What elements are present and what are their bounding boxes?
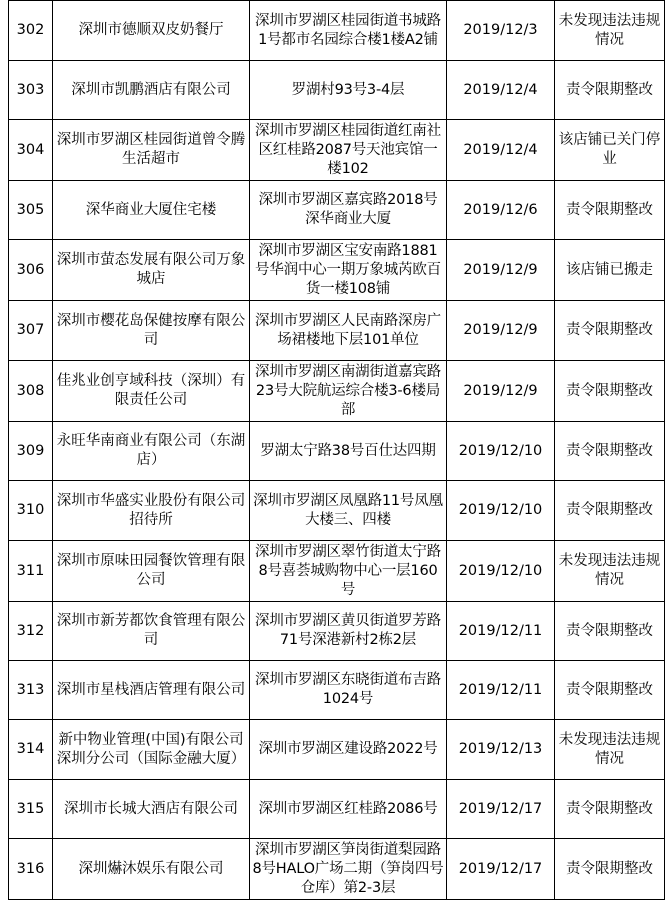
cell-inspection-date: 2019/12/6 <box>447 181 555 240</box>
cell-result: 责令限期整改 <box>555 602 665 661</box>
cell-business-name: 深圳市原味田园餐饮管理有限公司 <box>53 541 250 602</box>
cell-inspection-date: 2019/12/17 <box>447 839 555 900</box>
cell-address: 深圳市罗湖区笋岗街道梨园路8号HALO广场二期（笋岗四号仓库）第2-3层 <box>250 839 447 900</box>
cell-result: 责令限期整改 <box>555 661 665 720</box>
cell-business-name: 深圳爀沐娱乐有限公司 <box>53 839 250 900</box>
cell-inspection-date: 2019/12/10 <box>447 481 555 541</box>
cell-result: 未发现违法违规情况 <box>555 1 665 61</box>
table-row <box>9 61 665 120</box>
cell-address: 深圳市罗湖区桂园街道红南社区红桂路2087号天池宾馆一楼102 <box>250 120 447 181</box>
cell-number: 313 <box>9 661 53 720</box>
cell-number: 309 <box>9 422 53 481</box>
cell-number: 307 <box>9 301 53 361</box>
cell-address: 罗湖村93号3-4层 <box>250 61 447 120</box>
cell-inspection-date: 2019/12/10 <box>447 541 555 602</box>
table-row <box>9 839 665 900</box>
cell-business-name: 深圳市华盛实业股份有限公司招待所 <box>53 481 250 541</box>
cell-number: 305 <box>9 181 53 240</box>
cell-number: 308 <box>9 361 53 422</box>
cell-business-name: 深圳市罗湖区桂园街道曾令腾生活超市 <box>53 120 250 181</box>
inspection-records-table <box>8 0 665 900</box>
cell-result: 该店铺已搬走 <box>555 240 665 301</box>
cell-business-name: 深圳市凯鹏酒店有限公司 <box>53 61 250 120</box>
cell-result: 责令限期整改 <box>555 301 665 361</box>
table-row <box>9 422 665 481</box>
cell-inspection-date: 2019/12/13 <box>447 720 555 780</box>
cell-inspection-date: 2019/12/17 <box>447 780 555 839</box>
table-row <box>9 481 665 541</box>
cell-result: 责令限期整改 <box>555 780 665 839</box>
cell-business-name: 深圳市樱花岛保健按摩有限公司 <box>53 301 250 361</box>
table-row <box>9 240 665 301</box>
cell-result: 责令限期整改 <box>555 181 665 240</box>
cell-number: 304 <box>9 120 53 181</box>
table-row <box>9 602 665 661</box>
table-row <box>9 661 665 720</box>
cell-result: 未发现违法违规情况 <box>555 541 665 602</box>
cell-address: 深圳市罗湖区黄贝街道罗芳路71号深港新村2栋2层 <box>250 602 447 661</box>
table-row <box>9 120 665 181</box>
cell-business-name: 深圳市萤态发展有限公司万象城店 <box>53 240 250 301</box>
cell-number: 303 <box>9 61 53 120</box>
table-row <box>9 541 665 602</box>
cell-business-name: 深华商业大厦住宅楼 <box>53 181 250 240</box>
cell-number: 316 <box>9 839 53 900</box>
cell-business-name: 深圳市德顺双皮奶餐厅 <box>53 1 250 61</box>
cell-address: 深圳市罗湖区东晓街道布吉路1024号 <box>250 661 447 720</box>
cell-number: 314 <box>9 720 53 780</box>
cell-business-name: 深圳市星栈酒店管理有限公司 <box>53 661 250 720</box>
table-row <box>9 780 665 839</box>
cell-result: 责令限期整改 <box>555 839 665 900</box>
cell-address: 深圳市罗湖区宝安南路1881号华润中心一期万象城芮欧百货一楼108铺 <box>250 240 447 301</box>
cell-inspection-date: 2019/12/11 <box>447 661 555 720</box>
table-row <box>9 301 665 361</box>
cell-result: 该店铺已关门停业 <box>555 120 665 181</box>
cell-business-name: 深圳市新芳都饮食管理有限公司 <box>53 602 250 661</box>
cell-address: 深圳市罗湖区南湖街道嘉宾路23号大院航运综合楼3-6楼局部 <box>250 361 447 422</box>
cell-address: 罗湖太宁路38号百仕达四期 <box>250 422 447 481</box>
cell-number: 311 <box>9 541 53 602</box>
cell-result: 责令限期整改 <box>555 361 665 422</box>
cell-number: 312 <box>9 602 53 661</box>
cell-inspection-date: 2019/12/9 <box>447 240 555 301</box>
cell-address: 深圳市罗湖区红桂路2086号 <box>250 780 447 839</box>
cell-number: 315 <box>9 780 53 839</box>
cell-address: 深圳市罗湖区嘉宾路2018号深华商业大厦 <box>250 181 447 240</box>
cell-address: 深圳市罗湖区桂园街道书城路1号都市名园综合楼1楼A2铺 <box>250 1 447 61</box>
cell-business-name: 佳兆业创亨域科技（深圳）有限责任公司 <box>53 361 250 422</box>
cell-address: 深圳市罗湖区凤凰路11号凤凰大楼三、四楼 <box>250 481 447 541</box>
table-row <box>9 361 665 422</box>
cell-result: 责令限期整改 <box>555 422 665 481</box>
cell-inspection-date: 2019/12/4 <box>447 61 555 120</box>
table-row <box>9 720 665 780</box>
cell-address: 深圳市罗湖区建设路2022号 <box>250 720 447 780</box>
cell-number: 302 <box>9 1 53 61</box>
cell-inspection-date: 2019/12/9 <box>447 301 555 361</box>
cell-address: 深圳市罗湖区人民南路深房广场裙楼地下层101单位 <box>250 301 447 361</box>
table-row <box>9 1 665 61</box>
cell-business-name: 新中物业管理(中国)有限公司深圳分公司（国际金融大厦） <box>53 720 250 780</box>
cell-inspection-date: 2019/12/3 <box>447 1 555 61</box>
cell-inspection-date: 2019/12/10 <box>447 422 555 481</box>
cell-address: 深圳市罗湖区翠竹街道太宁路8号喜荟城购物中心一层160号 <box>250 541 447 602</box>
cell-business-name: 永旺华南商业有限公司（东湖店） <box>53 422 250 481</box>
cell-number: 306 <box>9 240 53 301</box>
cell-result: 责令限期整改 <box>555 481 665 541</box>
cell-result: 责令限期整改 <box>555 61 665 120</box>
cell-business-name: 深圳市长城大酒店有限公司 <box>53 780 250 839</box>
table-body <box>9 1 665 900</box>
cell-inspection-date: 2019/12/4 <box>447 120 555 181</box>
cell-result: 未发现违法违规情况 <box>555 720 665 780</box>
cell-inspection-date: 2019/12/9 <box>447 361 555 422</box>
cell-inspection-date: 2019/12/11 <box>447 602 555 661</box>
table-row <box>9 181 665 240</box>
cell-number: 310 <box>9 481 53 541</box>
